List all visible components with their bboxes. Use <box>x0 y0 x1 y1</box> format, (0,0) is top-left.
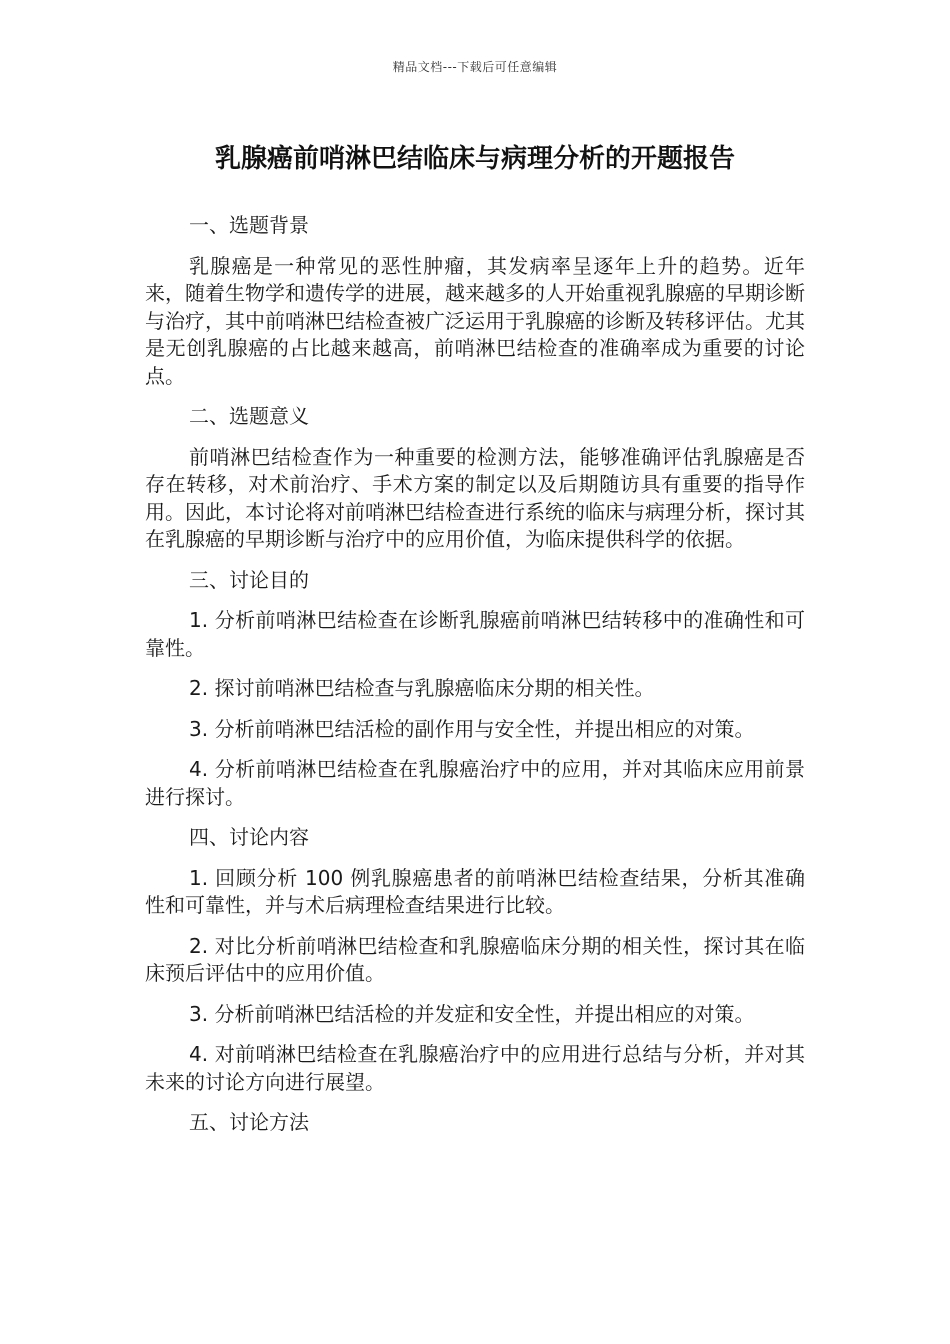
header-note: 精品文档---下载后可任意编辑 <box>392 60 558 74</box>
section-heading-significance: 二、选题意义 <box>189 404 309 428</box>
section-heading-content: 四、讨论内容 <box>189 825 309 849</box>
content-item: 4. 对前哨淋巴结检查在乳腺癌治疗中的应用进行总结与分析，并对其未来的讨论方向进行展望。 <box>145 1042 805 1094</box>
document-title: 乳腺癌前哨淋巴结临床与病理分析的开题报告 <box>214 144 735 174</box>
objective-item: 1. 分析前哨淋巴结检查在诊断乳腺癌前哨淋巴结转移中的准确性和可靠性。 <box>145 608 805 660</box>
section-heading-methods: 五、讨论方法 <box>189 1110 309 1134</box>
section-heading-background: 一、选题背景 <box>189 213 309 237</box>
section-heading-objectives: 三、讨论目的 <box>189 567 309 592</box>
objective-item: 4. 分析前哨淋巴结检查在乳腺癌治疗中的应用，并对其临床应用前景进行探讨。 <box>145 757 805 809</box>
content-item: 3. 分析前哨淋巴结活检的并发症和安全性，并提出相应的对策。 <box>189 1001 755 1026</box>
objective-item: 2. 探讨前哨淋巴结检查与乳腺癌临床分期的相关性。 <box>189 676 655 700</box>
paragraph-background: 乳腺癌是一种常见的恶性肿瘤，其发病率呈逐年上升的趋势。近年来，随着生物学和遗传学的进展，越来越多的人开始重视乳腺癌的早期诊断与治疗，其中前哨淋巴结检查被广泛运用于乳腺癌的诊断及转移评估。尤其是无创乳腺癌的占比越来越高，前哨淋巴结检查的准确率成为重要的讨论点。 <box>145 253 805 388</box>
content-item: 2. 对比分析前哨淋巴结检查和乳腺癌临床分期的相关性，探讨其在临床预后评估中的应用价值。 <box>145 933 805 985</box>
paragraph-significance: 前哨淋巴结检查作为一种重要的检测方法，能够准确评估乳腺癌是否存在转移，对术前治疗、手术方案的制定以及后期随访具有重要的指导作用。因此，本讨论将对前哨淋巴结检查进行系统的临床与病理分析，探讨其在乳腺癌的早期诊断与治疗中的应用价值，为临床提供科学的依据。 <box>145 444 805 551</box>
document-body <box>145 212 805 1150</box>
content-item: 1. 回顾分析 100 例乳腺癌患者的前哨淋巴结检查结果，分析其准确性和可靠性，并与术后病理检查结果进行比较。 <box>145 865 805 917</box>
objective-item: 3. 分析前哨淋巴结活检的副作用与安全性，并提出相应的对策。 <box>189 716 755 741</box>
